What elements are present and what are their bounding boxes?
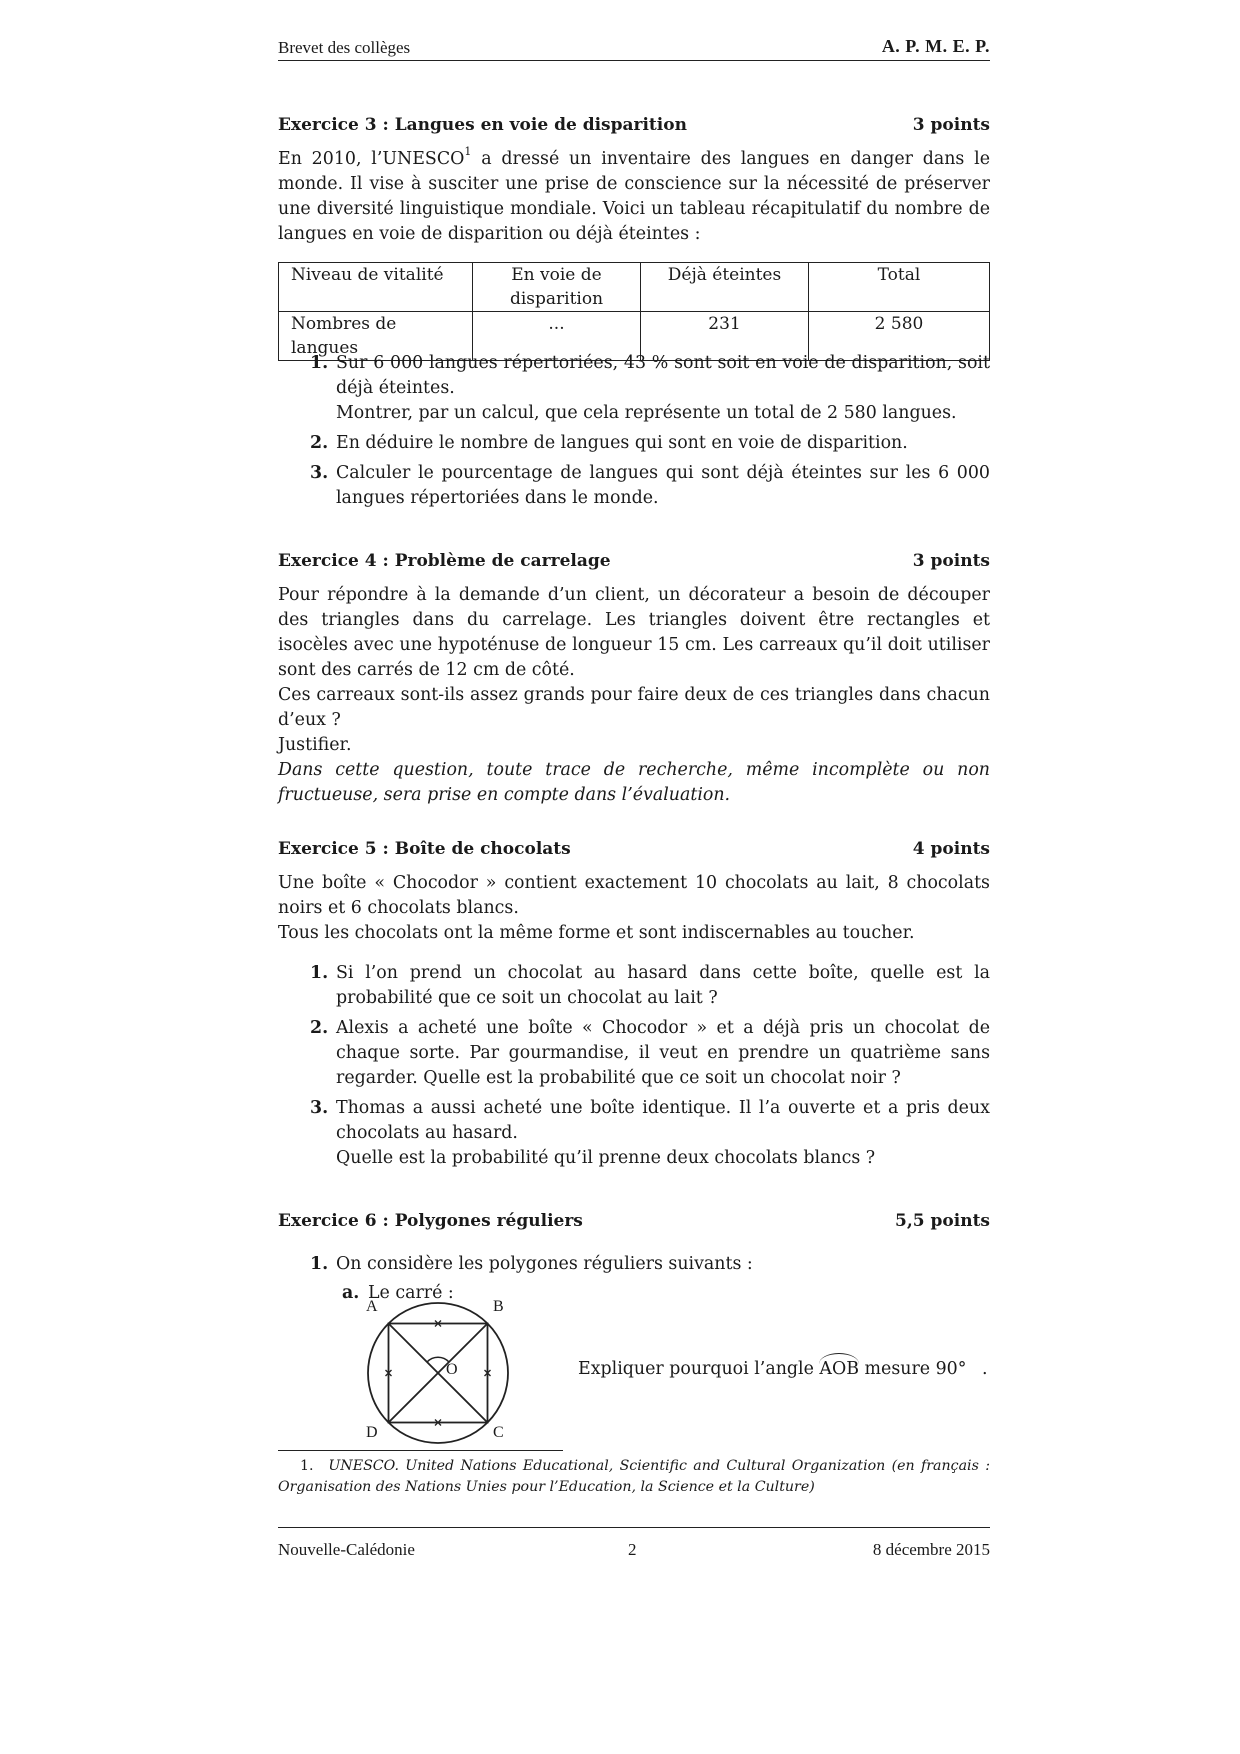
subq-number: a. bbox=[342, 1283, 360, 1303]
ex6-explain bbox=[578, 1359, 966, 1379]
q-number: 1. bbox=[310, 353, 329, 373]
q-text: On considère les polygones réguliers suivants : bbox=[336, 1254, 753, 1274]
q-number: 1. bbox=[310, 963, 329, 983]
ex4-title-text: Exercice 4 : Problème de carrelage bbox=[278, 551, 611, 571]
angle-aob: AOB bbox=[819, 1359, 860, 1379]
q-number: 3. bbox=[310, 1098, 329, 1118]
q-number: 1. bbox=[310, 1254, 329, 1274]
ex4-p3: Justifier. bbox=[278, 735, 352, 755]
q-text: Quelle est la probabilité qu’il prenne deux chocolats blancs ? bbox=[336, 1148, 876, 1168]
ex5-p2: Tous les chocolats ont la même forme et sont indiscernables au toucher. bbox=[278, 923, 915, 943]
footnote-text: UNESCO. United Nations Educational, Scientific and Cultural Organization (en français : Organisation des Nations Unies pour l’Education, la Science et la Culture) bbox=[278, 1458, 990, 1495]
ex3-intro-b: a dressé un inventaire des langues en danger dans le monde. Il vise à susciter une prise de conscience sur la nécessité de préserver une diversité linguistique mondiale. Voici un tableau récapitulatif du nombre de langues en voie de disparition ou déjà éteintes : bbox=[278, 149, 991, 244]
footer-left: Nouvelle-Calédonie bbox=[278, 1540, 415, 1559]
ex3-intro-a: En 2010, l’UNESCO bbox=[278, 149, 465, 169]
ex5-p1: Une boîte « Chocodor » contient exactement 10 chocolats au lait, 8 chocolats noirs et 6 chocolats blancs. bbox=[278, 873, 990, 918]
ex6-points: 5,5 points bbox=[895, 1211, 990, 1231]
list-item bbox=[278, 1252, 990, 1277]
footnote bbox=[278, 1456, 990, 1498]
ex4-title bbox=[278, 551, 990, 571]
ex4-p4: Dans cette question, toute trace de recherche, même incomplète ou non fructueuse, sera prise en compte dans l’évaluation. bbox=[278, 760, 990, 805]
list-item bbox=[278, 1016, 990, 1091]
label-o: O bbox=[446, 1361, 458, 1378]
label-d: D bbox=[366, 1424, 378, 1441]
ex5-points: 4 points bbox=[912, 839, 990, 859]
table-cell: 231 bbox=[641, 312, 809, 361]
table-cell: 2 580 bbox=[809, 312, 990, 361]
ex4-points: 3 points bbox=[912, 551, 990, 571]
list-item bbox=[278, 461, 990, 511]
table-header-cell: Total bbox=[809, 263, 990, 312]
table-header-cell: Déjà éteintes bbox=[641, 263, 809, 312]
table-cell: Nombres de langues bbox=[279, 312, 473, 361]
table-header-cell: Niveau de vitalité bbox=[279, 263, 473, 312]
q-text: Alexis a acheté une boîte « Chocodor » et a déjà pris un chocolat de chaque sorte. Par gourmandise, il veut en prendre un quatrième sans regarder. Quelle est la probabilité que ce soit un chocolat noir ? bbox=[336, 1018, 990, 1088]
q-text: Calculer le pourcentage de langues qui sont déjà éteintes sur les 6 000 langues répertoriées dans le monde. bbox=[336, 463, 990, 508]
subq-text: Le carré : bbox=[368, 1283, 454, 1303]
label-a: A bbox=[366, 1298, 378, 1315]
ex3-intro bbox=[278, 147, 990, 247]
languages-table bbox=[278, 262, 990, 361]
list-item bbox=[278, 1096, 990, 1171]
ex5-title-text: Exercice 5 : Boîte de chocolats bbox=[278, 839, 571, 859]
q-number: 3. bbox=[310, 463, 329, 483]
q-text: Thomas a aussi acheté une boîte identique. Il l’a ouverte et a pris deux chocolats au hasard. bbox=[336, 1098, 990, 1143]
q-text: Si l’on prend un chocolat au hasard dans cette boîte, quelle est la probabilité que ce soit un chocolat au lait ? bbox=[336, 963, 990, 1008]
q-text: En déduire le nombre de langues qui sont en voie de disparition. bbox=[336, 433, 908, 453]
explain-text-b: mesure 90° bbox=[859, 1359, 967, 1379]
explain-text-a: Expliquer pourquoi l’angle bbox=[578, 1359, 820, 1379]
ex4-p2: Ces carreaux sont-ils assez grands pour faire deux de ces triangles dans chacun d’eux ? bbox=[278, 685, 990, 730]
label-c: C bbox=[493, 1424, 504, 1441]
footer-right: 8 décembre 2015 bbox=[872, 1540, 990, 1559]
footnote-number: 1. bbox=[300, 1458, 314, 1474]
label-b: B bbox=[493, 1298, 504, 1315]
ex3-questions bbox=[278, 351, 990, 516]
page-number: 2 bbox=[628, 1540, 637, 1559]
ex5-body bbox=[278, 871, 990, 946]
ex3-title bbox=[278, 115, 990, 135]
list-item bbox=[278, 431, 990, 456]
q-text: Sur 6 000 langues répertoriées, 43 % sont soit en voie de disparition, soit déjà éteintes. bbox=[336, 353, 990, 398]
q-number: 2. bbox=[310, 1018, 329, 1038]
page-header bbox=[278, 36, 990, 61]
ex5-questions bbox=[278, 961, 990, 1176]
q-text: Montrer, par un calcul, que cela représente un total de 2 580 langues. bbox=[336, 403, 957, 423]
list-item bbox=[278, 351, 990, 426]
ex6-title bbox=[278, 1211, 990, 1231]
footnote-rule bbox=[278, 1450, 563, 1451]
footnote-mark: 1 bbox=[464, 145, 472, 158]
ex3-title-text: Exercice 3 : Langues en voie de disparition bbox=[278, 115, 687, 135]
list-item bbox=[278, 961, 990, 1011]
ex5-title bbox=[278, 839, 990, 859]
q-number: 2. bbox=[310, 433, 329, 453]
ex3-points: 3 points bbox=[912, 115, 990, 135]
table-row bbox=[279, 263, 990, 312]
table-header-cell: En voie de disparition bbox=[473, 263, 641, 312]
ex6-questions bbox=[278, 1252, 990, 1282]
ex6-title-text: Exercice 6 : Polygones réguliers bbox=[278, 1211, 583, 1231]
ex4-body bbox=[278, 583, 990, 808]
table-cell: ... bbox=[473, 312, 641, 361]
header-right: A. P. M. E. P. bbox=[881, 36, 990, 56]
page-footer bbox=[278, 1527, 990, 1558]
explain-dot: . bbox=[982, 1359, 988, 1379]
header-left: Brevet des collèges bbox=[278, 38, 411, 57]
ex4-p1: Pour répondre à la demande d’un client, un décorateur a besoin de découper des triangles dans du carrelage. Les triangles doivent être rectangles et isocèles avec une hypoténuse de longueur 15 cm. Les carreaux qu’il doit utiliser sont des carrés de 12 cm de côté. bbox=[278, 585, 990, 680]
